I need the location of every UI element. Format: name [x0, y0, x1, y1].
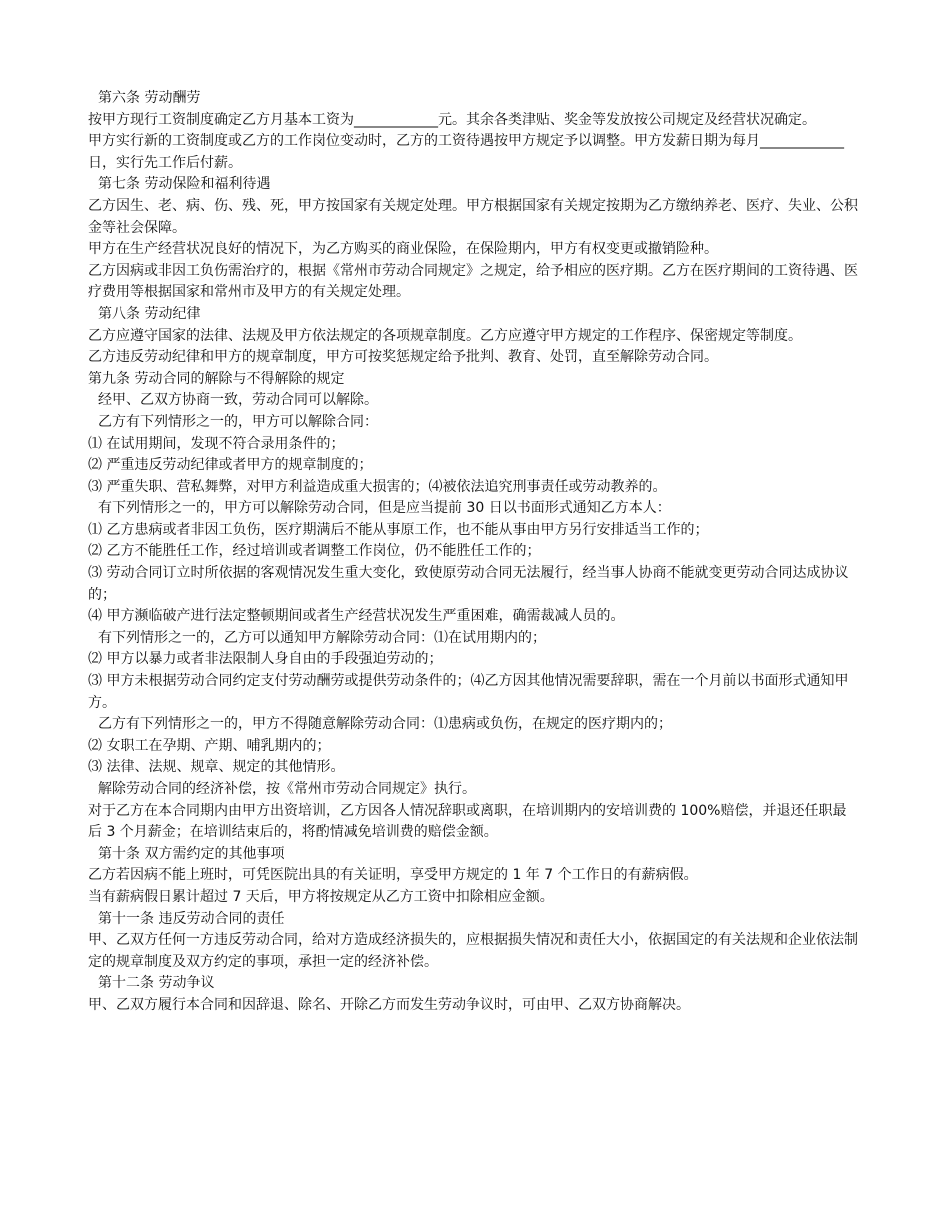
- paragraph-line: ⑵ 女职工在孕期、产期、哺乳期内的；: [88, 737, 331, 754]
- paragraph-line: 乙方应遵守国家的法律、法规及甲方依法规定的各项规章制度。乙方应遵守甲方规定的工作程序、保密规定等制度。: [88, 327, 802, 344]
- paragraph-line: ⑶ 劳动合同订立时所依据的客观情况发生重大变化，致使原劳动合同无法履行，经当事人协商不能就变更劳动合同达成协议的；: [88, 565, 849, 603]
- paragraph-line: 解除劳动合同的经济补偿，按《常州市劳动合同规定》执行。: [98, 781, 476, 797]
- paragraph-line: 甲方实行新的工资制度或乙方的工作岗位变动时，乙方的工资待遇按甲方规定予以调整。甲方发薪日期为每月____________日，实行先工作后付薪。: [88, 133, 844, 171]
- paragraph-line: ⑶ 甲方未根据劳动合同约定支付劳动酬劳或提供劳动条件的；⑷乙方因其他情况需要辞职，需在一个月前以书面形式通知甲: [88, 673, 849, 690]
- paragraph-line: 第七条 劳动保险和福利待遇: [98, 176, 271, 193]
- paragraph-line: ⑴ 乙方患病或者非因工负伤，医疗期满后不能从事原工作，也不能从事由甲方另行安排适当工作的；: [88, 521, 709, 538]
- paragraph-line: ⑴ 在试用期间，发现不符合录用条件的；: [88, 435, 345, 452]
- paragraph-line: 第九条 劳动合同的解除与不得解除的规定: [88, 370, 345, 387]
- paragraph-line: 对于乙方在本合同期内由甲方出资培训，乙方因各人情况辞职或离职，在培训期内的安培训费的 100%赔偿，并退还任职最后 3 个月薪金；在培训结束后的，将酌情减免培训费的赔偿金额。: [88, 802, 847, 841]
- paragraph-line: 甲方在生产经营状况良好的情况下，为乙方购买的商业保险，在保险期内，甲方有权变更或撤销险种。: [88, 241, 718, 258]
- paragraph-line: 乙方若因病不能上班时，可凭医院出具的有关证明，享受甲方规定的 1 年 7 个工作日的有薪病假。: [88, 867, 698, 884]
- paragraph-line: ⑶ 严重失职、营私舞弊，对甲方利益造成重大损害的；⑷被依法追究刑事责任或劳动教养的。: [88, 478, 667, 495]
- paragraph-line: 有下列情形之一的，甲方可以解除劳动合同，但是应当提前 30 日以书面形式通知乙方本人：: [98, 500, 671, 517]
- paragraph-line: ⑵ 甲方以暴力或者非法限制人身自由的手段强迫劳动的；: [88, 651, 443, 668]
- paragraph-line: ⑵ 乙方不能胜任工作，经过培训或者调整工作岗位，仍不能胜任工作的；: [88, 543, 541, 560]
- paragraph-line: 乙方因病或非因工负伤需治疗的，根据《常州市劳动合同规定》之规定，给予相应的医疗期。乙方在医疗期间的工资待遇、医疗费用等根据国家和常州市及甲方的有关规定处理。: [88, 262, 858, 301]
- paragraph-line: 第六条 劳动酬劳: [98, 90, 201, 106]
- paragraph-line: 甲、乙双方任何一方违反劳动合同，给对方造成经济损失的，应根据损失情况和责任大小，依据国定的有关法规和企业依法制定的规章制度及双方约定的事项，承担一定的经济补偿。: [88, 932, 858, 970]
- paragraph-line: ⑶ 法律、法规、规章、规定的其他情形。: [88, 759, 345, 776]
- paragraph-line: ⑵ 严重违反劳动纪律或者甲方的规章制度的；: [88, 457, 373, 474]
- paragraph-line: 按甲方现行工资制度确定乙方月基本工资为____________元。其余各类津贴、奖金等发放按公司规定及经营状况确定。: [88, 111, 816, 128]
- paragraph-line: 乙方有下列情形之一的，甲方不得随意解除劳动合同：⑴患病或负伤，在规定的医疗期内的；: [98, 716, 672, 733]
- paragraph-line: 第十一条 违反劳动合同的责任: [98, 910, 285, 927]
- paragraph-line: 甲、乙双方履行本合同和因辞退、除名、开除乙方而发生劳动争议时，可由甲、乙双方协商解决。: [88, 996, 690, 1013]
- paragraph-line: 当有薪病假日累计超过 7 天后，甲方将按规定从乙方工资中扣除相应金额。: [88, 888, 554, 905]
- paragraph-line: 乙方因生、老、病、伤、残、死，甲方按国家有关规定处理。甲方根据国家有关规定按期为乙方缴纳养老、医疗、失业、公积金等社会保障。: [88, 197, 858, 236]
- document-body: [88, 88, 860, 1017]
- paragraph-line: 乙方有下列情形之一的，甲方可以解除合同：: [98, 413, 378, 430]
- paragraph-line: 方。: [88, 694, 116, 711]
- paragraph-line: 乙方违反劳动纪律和甲方的规章制度，甲方可按奖惩规定给予批判、教育、处罚，直至解除劳动合同。: [88, 349, 718, 366]
- paragraph-line: 第八条 劳动纪律: [98, 305, 201, 322]
- paragraph-line: 第十条 双方需约定的其他事项: [98, 845, 285, 862]
- paragraph-line: 经甲、乙双方协商一致，劳动合同可以解除。: [98, 392, 378, 409]
- paragraph-line: ⑷ 甲方濒临破产进行法定整顿期间或者生产经营状况发生严重困难，确需裁减人员的。: [88, 608, 625, 625]
- paragraph-line: 有下列情形之一的，乙方可以通知甲方解除劳动合同：⑴在试用期内的；: [98, 629, 546, 646]
- paragraph-line: 第十二条 劳动争议: [98, 975, 215, 992]
